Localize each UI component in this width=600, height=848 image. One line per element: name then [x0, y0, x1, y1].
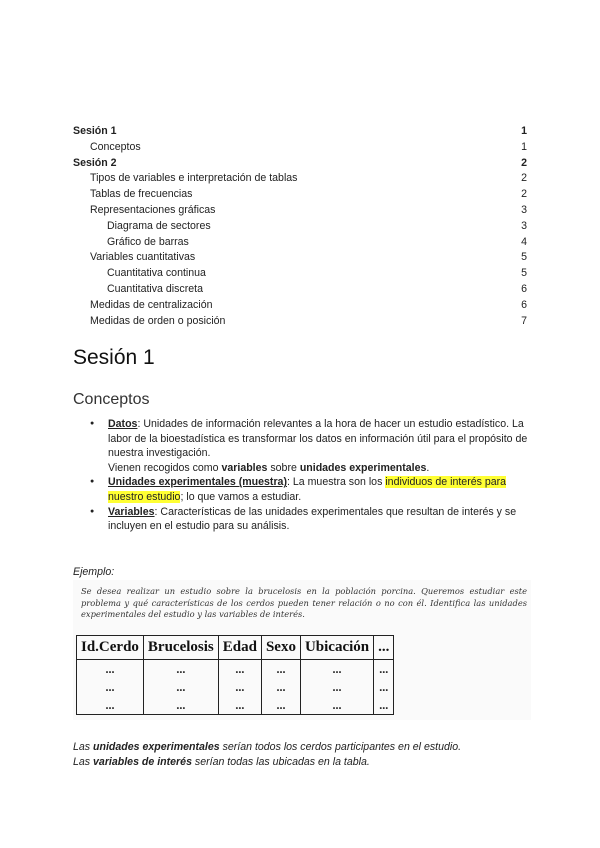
- emphasis: variables de interés: [93, 755, 192, 768]
- toc-entry[interactable]: [73, 124, 527, 140]
- toc-entry[interactable]: [73, 282, 527, 298]
- table-cell: ...: [143, 678, 218, 696]
- text: sobre: [267, 461, 300, 474]
- toc-entry[interactable]: [73, 250, 527, 266]
- table-cell: ...: [374, 696, 394, 715]
- list-item: [90, 417, 530, 475]
- toc-entry-page: 6: [521, 298, 527, 311]
- toc-entry-page: 6: [521, 282, 527, 295]
- text: Las: [73, 755, 94, 768]
- toc-entry-page: 1: [521, 140, 527, 153]
- text: serían todos los cerdos participantes en el estudio.: [219, 741, 462, 753]
- toc-entry-page: 2: [521, 188, 527, 201]
- toc-entry[interactable]: [73, 203, 527, 219]
- toc-entry-page: 1: [521, 125, 527, 137]
- toc-entry-page: 2: [521, 172, 527, 185]
- table-header: Edad: [218, 636, 261, 660]
- table-cell: ...: [218, 678, 261, 696]
- emphasis: variables: [221, 461, 268, 474]
- text: Las: [73, 741, 94, 753]
- definition-text: : Características de las unidades experimentales que resultan de interés y se incluyen en el estudio para su análisis.: [108, 505, 517, 533]
- table-cell: ...: [77, 696, 144, 715]
- problem-statement: Se desea realizar un estudio sobre la brucelosis en la población porcina. Queremos estudiar este problema y qué características de los cerdos pueden tener relación o no con él. Identifica las unidades experimentales del estudio y las variables de interés.: [81, 586, 527, 620]
- table-header: Sexo: [261, 636, 300, 660]
- toc-entry[interactable]: [73, 266, 527, 282]
- toc-entry[interactable]: [73, 314, 527, 330]
- toc-entry-label: Variables cuantitativas: [90, 251, 196, 264]
- table-cell: ...: [143, 660, 218, 679]
- concepts-list: [90, 417, 530, 534]
- toc-entry-page: 3: [521, 219, 527, 232]
- list-item: [90, 505, 530, 534]
- table-cell: ...: [143, 696, 218, 715]
- table-cell: ...: [300, 678, 373, 696]
- definition-text: : La muestra son los: [286, 476, 386, 489]
- definition-text: : Unidades de información relevantes a la hora de hacer un estudio estadístico. La labor de la bioestadística es transformar los datos en información útil para el propósito de nuestra investigación.: [108, 418, 528, 460]
- toc-entry-page: 4: [521, 235, 527, 248]
- example-answer: [73, 740, 461, 769]
- text: Vienen recogidos como: [108, 461, 222, 474]
- toc-entry[interactable]: [73, 171, 527, 187]
- toc-entry-label: Tablas de frecuencias: [90, 188, 193, 201]
- toc-entry[interactable]: [73, 298, 527, 314]
- text: serían todas las ubicadas en la tabla.: [191, 755, 370, 768]
- example-table: [76, 635, 394, 715]
- table-row: [77, 660, 394, 679]
- table-cell: ...: [300, 696, 373, 715]
- section-title: Sesión 1: [73, 346, 155, 369]
- text: ; lo que vamos a estudiar.: [180, 490, 302, 503]
- toc-entry-label: Diagrama de sectores: [107, 219, 211, 232]
- table-row: [77, 696, 394, 715]
- section-subtitle: Conceptos: [73, 391, 150, 408]
- table-cell: ...: [300, 660, 373, 679]
- toc-entry-label: Cuantitativa discreta: [107, 282, 203, 295]
- toc-entry[interactable]: [73, 219, 527, 235]
- toc-entry-page: 5: [521, 267, 527, 280]
- toc-entry[interactable]: [73, 235, 527, 251]
- table-header: Ubicación: [300, 636, 373, 660]
- table-cell: ...: [218, 660, 261, 679]
- toc-entry-label: Conceptos: [90, 140, 141, 153]
- toc-entry-label: Tipos de variables e interpretación de tablas: [90, 172, 298, 185]
- table-cell: ...: [77, 660, 144, 679]
- table-cell: ...: [261, 660, 300, 679]
- toc-entry-label: Cuantitativa continua: [107, 267, 206, 280]
- table-cell: ...: [374, 660, 394, 679]
- toc-entry-label: Sesión 1: [73, 125, 117, 137]
- highlighted-text: individuos de interés para nuestro estudio: [108, 476, 507, 503]
- table-cell: ...: [374, 678, 394, 696]
- table-header: Brucelosis: [143, 636, 218, 660]
- toc-entry-page: 7: [521, 314, 527, 327]
- example-image: [73, 580, 531, 720]
- toc-entry-label: Medidas de centralización: [90, 298, 213, 311]
- toc-entry[interactable]: [73, 140, 527, 156]
- table-of-contents: [73, 124, 527, 329]
- toc-entry[interactable]: [73, 156, 527, 172]
- term-datos: Datos: [108, 418, 138, 430]
- emphasis: unidades experimentales: [299, 461, 427, 474]
- toc-entry-label: Medidas de orden o posición: [90, 314, 226, 327]
- toc-entry-page: 2: [521, 156, 527, 169]
- term-unidades: Unidades experimentales (muestra): [108, 476, 287, 489]
- table-cell: ...: [218, 696, 261, 715]
- table-header: Id.Cerdo: [77, 636, 144, 660]
- table-cell: ...: [77, 678, 144, 696]
- list-item: [90, 475, 530, 504]
- emphasis: unidades experimentales: [93, 741, 220, 753]
- toc-entry-page: 3: [521, 203, 527, 216]
- text: .: [426, 461, 430, 474]
- toc-entry-page: 5: [521, 251, 527, 264]
- toc-entry-label: Representaciones gráficas: [90, 203, 216, 216]
- table-cell: ...: [261, 696, 300, 715]
- table-header: ...: [374, 636, 394, 660]
- example-label: Ejemplo:: [73, 566, 115, 578]
- toc-entry-label: Sesión 2: [73, 156, 117, 169]
- table-cell: ...: [261, 678, 300, 696]
- toc-entry-label: Gráfico de barras: [107, 235, 189, 248]
- table-row: [77, 678, 394, 696]
- term-variables: Variables: [108, 505, 155, 518]
- toc-entry[interactable]: [73, 187, 527, 203]
